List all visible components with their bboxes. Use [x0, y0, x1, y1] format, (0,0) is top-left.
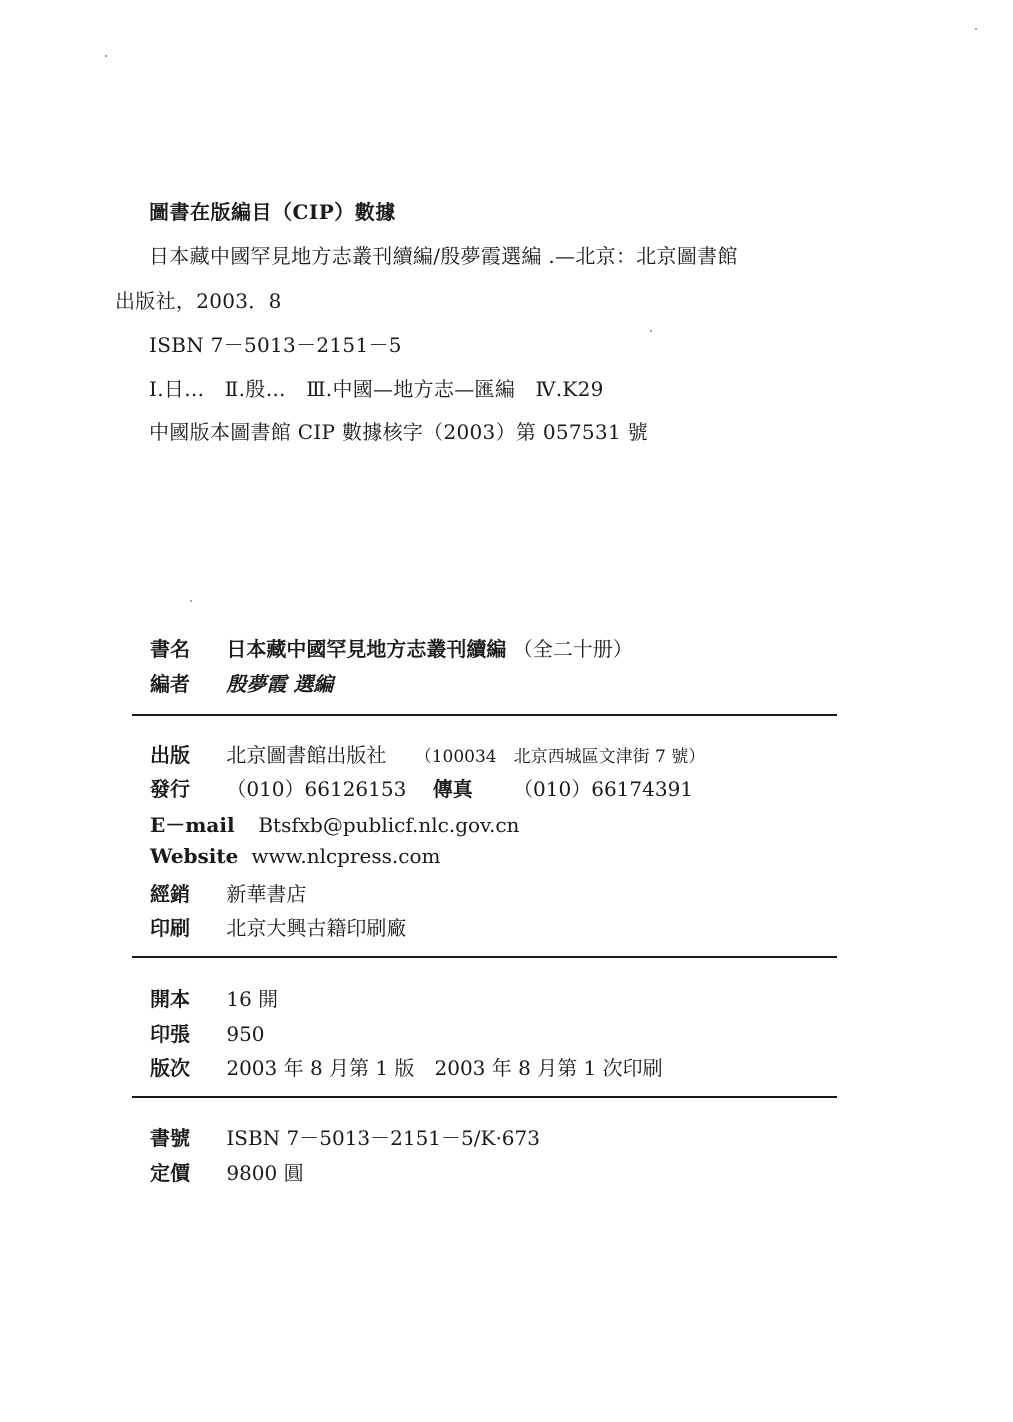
scan-speck: [975, 28, 977, 30]
edition-label: 版次: [150, 1056, 190, 1080]
title-value: 日本藏中國罕見地方志叢刊續編: [226, 637, 507, 661]
cip-line-publisher: 出版社，2003．8: [115, 289, 282, 313]
website-label: Website: [150, 844, 239, 868]
isbn-label: 書號: [150, 1126, 190, 1150]
format-label: 開本: [150, 987, 190, 1011]
editor-value: 殷夢霞 選編: [226, 672, 334, 696]
format-row: [150, 983, 278, 1012]
publisher-label: 出版: [150, 743, 190, 767]
publisher-address: （100034 北京西城區文津街 7 號）: [414, 747, 706, 767]
seller-label: 經銷: [150, 882, 190, 906]
title-label: 書名: [150, 637, 190, 661]
fax-value: （010）66174391: [513, 777, 694, 801]
isbn-row: [150, 1122, 540, 1151]
price-row: [150, 1157, 304, 1186]
edition-value: 2003 年 8 月第 1 版 2003 年 8 月第 1 次印刷: [226, 1056, 663, 1080]
title-row: [150, 633, 633, 662]
seller-row: [150, 878, 306, 907]
divider: [132, 714, 837, 716]
scan-speck: [190, 600, 192, 602]
website-row: [150, 844, 440, 868]
format-value: 16 開: [226, 987, 279, 1011]
title-note: （全二十册）: [512, 637, 633, 661]
edition-row: [150, 1052, 663, 1081]
cip-line-title: 日本藏中國罕見地方志叢刊續編/殷夢霞選編 .—北京：北京圖書館: [149, 244, 738, 268]
fax-label: 傳真: [432, 777, 473, 801]
isbn-value: ISBN 7－5013－2151－5/K·673: [226, 1126, 540, 1150]
cip-heading: 圖書在版編目（CIP）數據: [149, 200, 396, 224]
divider: [132, 1096, 837, 1098]
website-value: www.nlcpress.com: [251, 844, 441, 868]
scan-speck: [105, 55, 107, 57]
seller-value: 新華書店: [226, 882, 307, 906]
cip-line-classification: Ⅰ.日… Ⅱ.殷… Ⅲ.中國—地方志—匯編 Ⅳ.K29: [149, 377, 604, 401]
editor-row: [150, 668, 333, 697]
cip-line-record-number: 中國版本圖書館 CIP 數據核字（2003）第 057531 號: [149, 420, 648, 444]
cip-line-isbn: ISBN 7－5013－2151－5: [149, 333, 402, 357]
email-label: E－mail: [150, 813, 235, 837]
distribution-phone: （010）66126153: [226, 777, 407, 801]
publisher-row: [150, 739, 705, 768]
publisher-value: 北京圖書館出版社: [226, 743, 387, 767]
sheets-row: [150, 1018, 265, 1047]
price-value: 9800 圓: [226, 1161, 304, 1185]
email-row: [150, 809, 519, 838]
distribution-label: 發行: [150, 777, 190, 801]
email-value: Btsfxb@publicf.nlc.gov.cn: [258, 813, 520, 837]
sheets-value: 950: [226, 1022, 265, 1046]
scan-speck: [650, 330, 652, 332]
printer-label: 印刷: [150, 916, 190, 940]
distribution-row: [150, 773, 693, 802]
printer-value: 北京大興古籍印刷廠: [226, 916, 407, 940]
sheets-label: 印張: [150, 1022, 190, 1046]
printer-row: [150, 912, 406, 941]
price-label: 定價: [150, 1161, 190, 1185]
editor-label: 編者: [150, 672, 190, 696]
divider: [132, 956, 837, 958]
